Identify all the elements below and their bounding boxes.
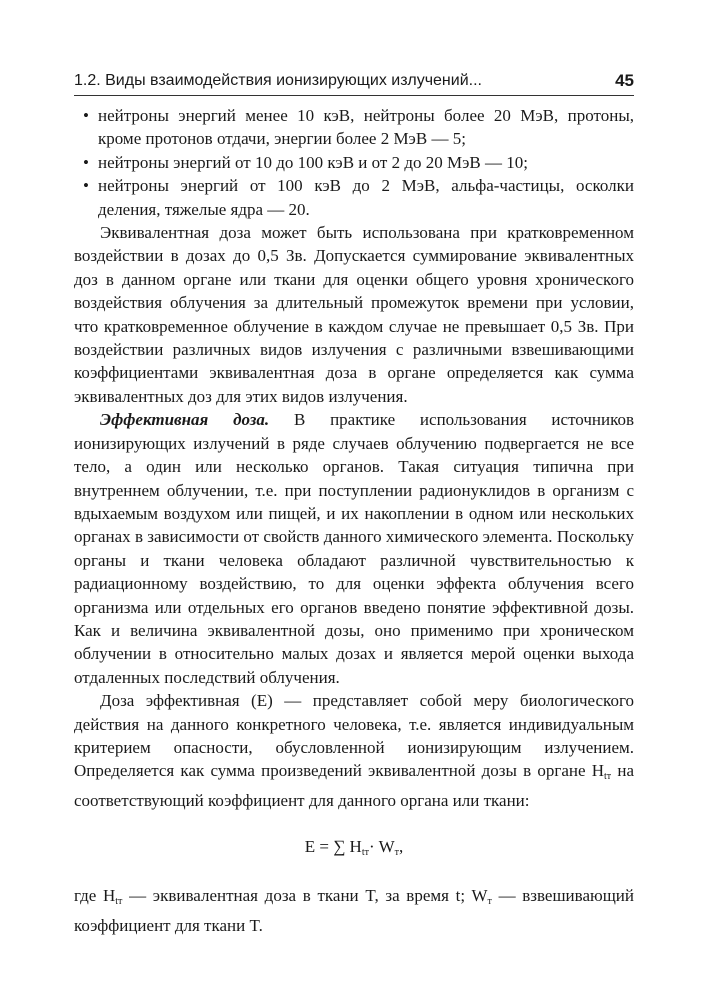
where-part1: где H [74, 886, 116, 906]
where-part2: — эквивалентная доза в ткани T, за время t; W [122, 886, 488, 906]
list-item: • нейтроны энергий от 10 до 100 кэВ и от 2 до 20 МэВ — 10; [74, 151, 634, 174]
paragraph-effective-dose-text: В практике использования источников ионизирующих излучений в ряде случаев облучению подвергается не все тело, а один или несколько органов. Такая ситуация типична при внутреннем облучении, т.е. при поступлении радионуклидов в организм с вдыхаемым воздухом или пищей, и их накоплении в одном или нескольких органах в зависимости от свойств данного химического элемента. Поскольку органы и ткани человека обладают различной чувствительностью к радиационному воздействию, то для оценки эффекта облучения всего организма или отдельных его органов введено понятие эффективной дозы. Как и величина эквивалентной дозы, оно применимо при хроническом облучении в относительно малых дозах и является мерой оценки выхода отдаленных последствий облучения. [74, 410, 635, 687]
formula-effective-dose [74, 835, 634, 858]
paragraph-equivalent-dose: Эквивалентная доза может быть использована при кратковременном воздействии в дозах до 0,5 Зв. Допускается суммирование эквивалентных доз в данном органе или ткани для оценки общего уровня хронического воздействия облучения за длительный промежуток времени при условии, что кратковременное облучение в каждом случае не превышает 0,5 Зв. При воздействии различных видов излучения с различными взвешивающими коэффициентами эквивалентная доза в органе определяется как сумма эквивалентных доз для этих видов излучения. [74, 223, 634, 406]
definition-text-before: Доза эффективная (Е) — представляет собой меру биологического действия на данного конкретного человека, т.е. является индивидуальным критерием опасности, обусловленной ионизирующим излучением. Определяется как сумма произведений эквивалентной дозы в органе H [74, 691, 634, 781]
where-sub1: tт [115, 896, 123, 908]
formula-sub-h: tт [361, 847, 369, 859]
page-body [74, 104, 634, 937]
paragraph-effective-dose [74, 408, 634, 689]
where-sub2: т [487, 896, 492, 908]
subscript-t: tт [604, 771, 612, 783]
weighting-factor-list [74, 104, 634, 221]
running-header [74, 70, 634, 96]
header-rule [74, 95, 634, 96]
page-number: 45 [615, 71, 634, 90]
term-effective-dose: Эффективная доза. [100, 410, 270, 430]
where-part3: — взвешивающий коэффициент для ткани T. [74, 886, 634, 935]
paragraph-where [74, 884, 634, 937]
list-item: • нейтроны энергий от 100 кэВ до 2 МэВ, альфа-частицы, осколки деления, тяжелые ядра — 20. [74, 174, 634, 221]
formula-lhs: E = ∑ H [304, 837, 362, 857]
formula-sub-w: т [394, 847, 400, 859]
formula-end: , [399, 837, 404, 857]
list-item: • нейтроны энергий менее 10 кэВ, нейтроны более 20 МэВ, протоны, кроме протонов отдачи, энергии более 2 МэВ — 5; [74, 104, 634, 151]
paragraph-effective-definition [74, 689, 634, 812]
running-header-title: 1.2. Виды взаимодействия ионизирующих излучений... [74, 72, 482, 89]
formula-dot-w: · W [369, 837, 395, 857]
definition-text-after: на соответствующий коэффициент для данного органа или ткани: [74, 761, 634, 810]
